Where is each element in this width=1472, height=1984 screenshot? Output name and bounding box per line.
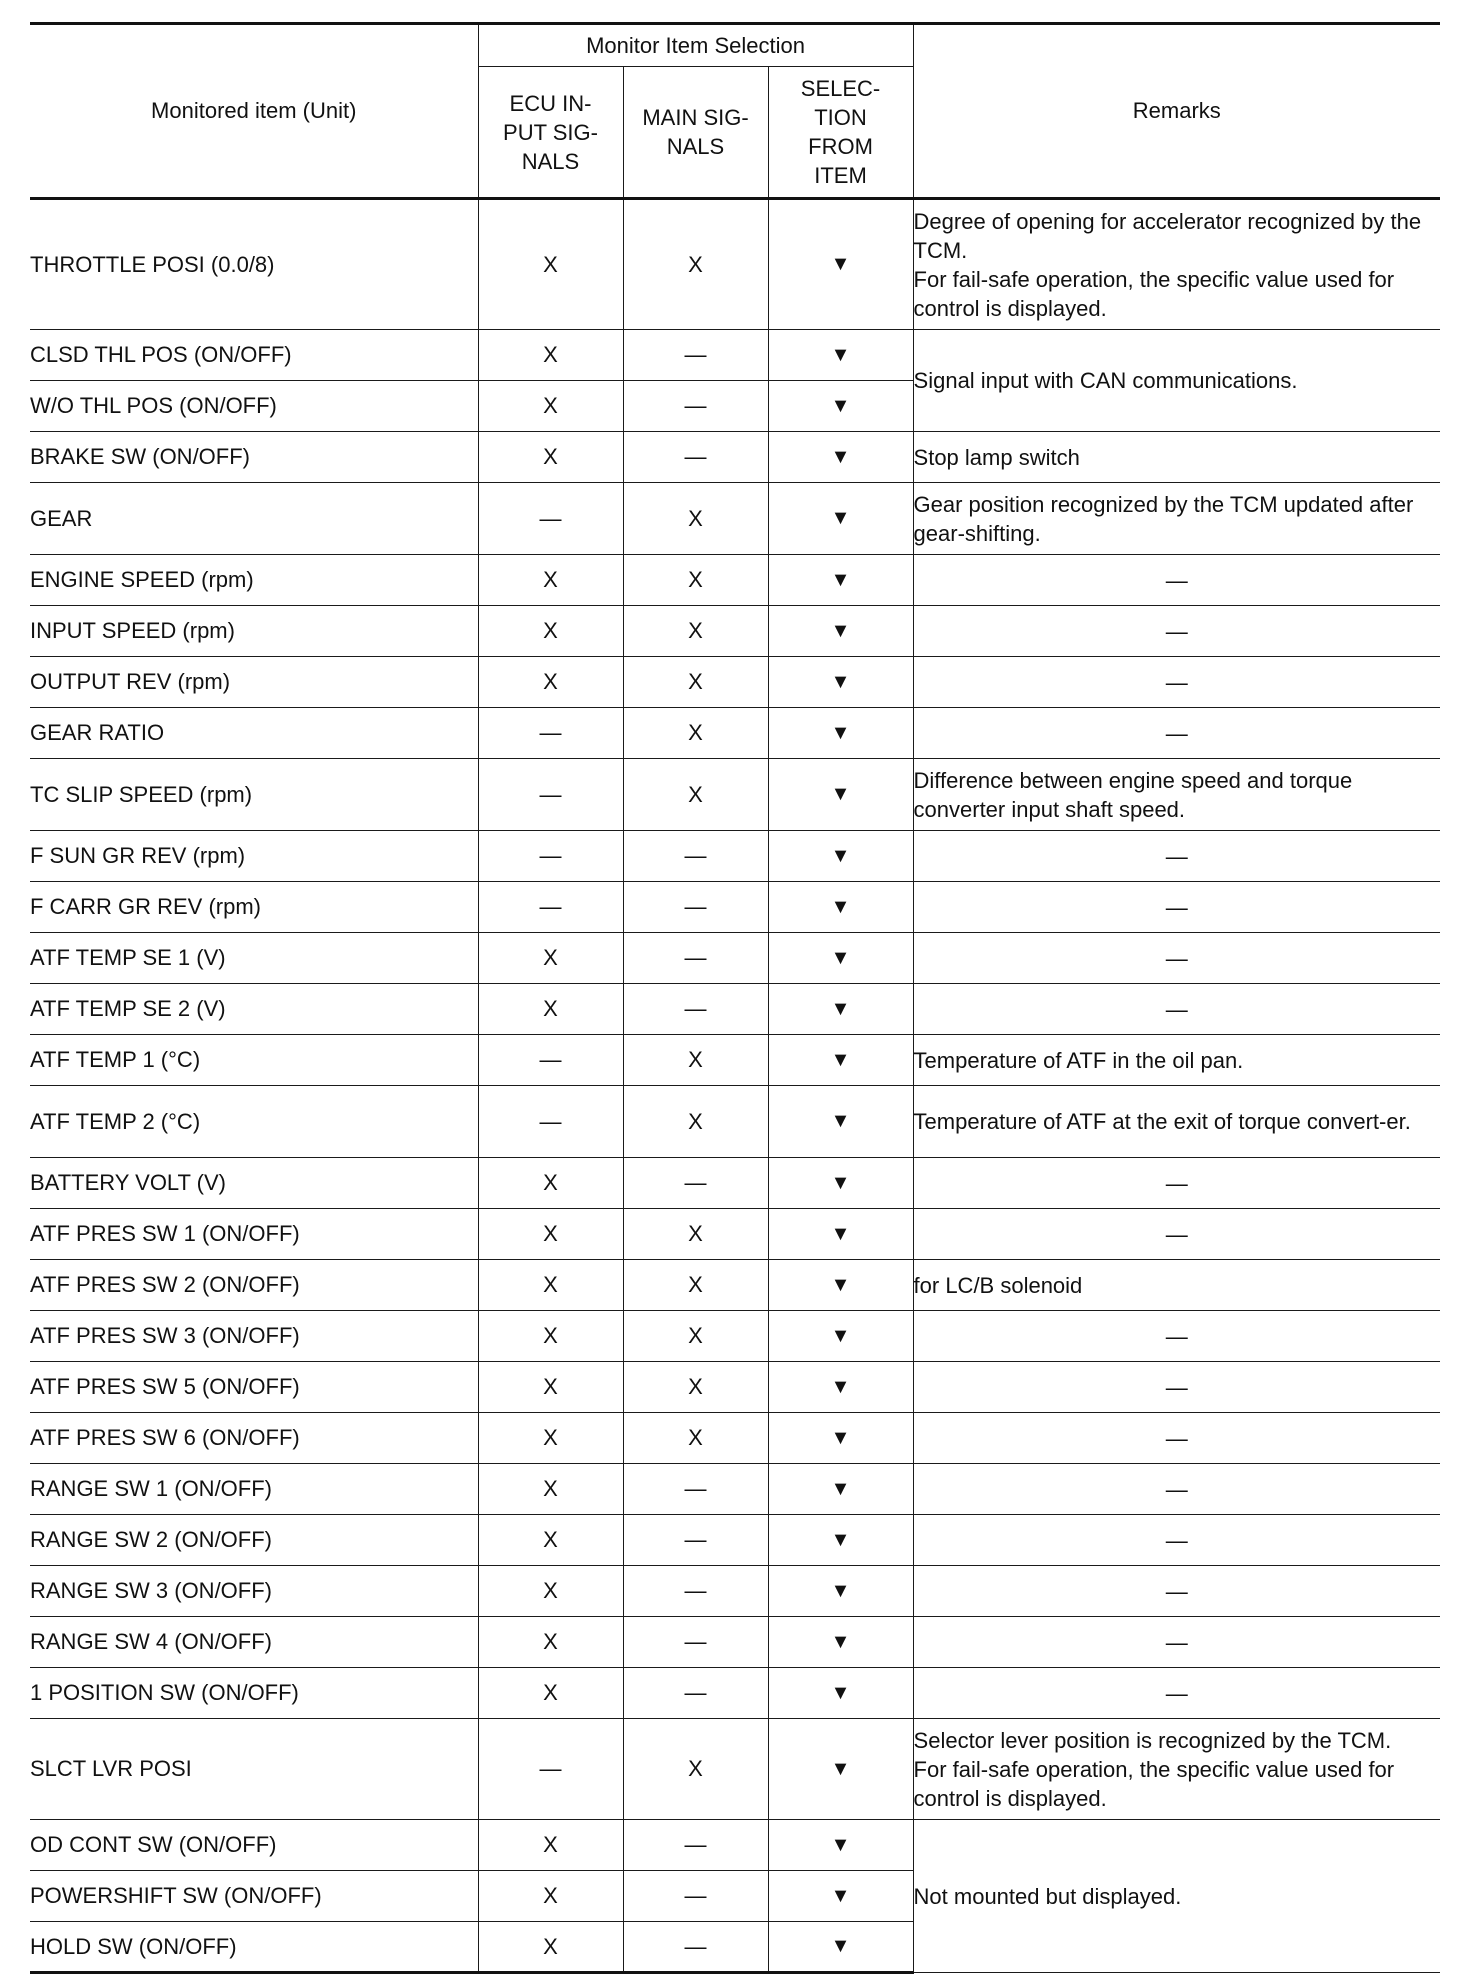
monitored-item: POWERSHIFT SW (ON/OFF) xyxy=(30,1871,478,1922)
monitored-item: CLSD THL POS (ON/OFF) xyxy=(30,330,478,381)
table-row xyxy=(30,1515,1440,1566)
ecu-input-mark: X xyxy=(478,1158,623,1209)
remark: Signal input with CAN communications. xyxy=(913,330,1440,432)
selection-mark-icon: ▼ xyxy=(768,1515,913,1566)
selection-mark-icon: ▼ xyxy=(768,1668,913,1719)
main-signal-mark: — xyxy=(623,1820,768,1871)
selection-mark-icon: ▼ xyxy=(768,381,913,432)
selection-mark-icon: ▼ xyxy=(768,1871,913,1922)
table-row xyxy=(30,606,1440,657)
selection-mark-icon: ▼ xyxy=(768,1464,913,1515)
remark: — xyxy=(913,933,1440,984)
ecu-input-mark: X xyxy=(478,1820,623,1871)
remark: Degree of opening for accelerator recognized by the TCM. For fail-safe operation, the specific value used for control is displayed. xyxy=(913,199,1440,330)
main-signal-mark: X xyxy=(623,1086,768,1158)
remark: — xyxy=(913,1413,1440,1464)
selection-mark-icon: ▼ xyxy=(768,1086,913,1158)
remark: Stop lamp switch xyxy=(913,432,1440,483)
table-row xyxy=(30,432,1440,483)
remark: Difference between engine speed and torque converter input shaft speed. xyxy=(913,759,1440,831)
main-signal-mark: X xyxy=(623,1260,768,1311)
main-signal-mark: X xyxy=(623,1311,768,1362)
main-signal-mark: X xyxy=(623,1209,768,1260)
table-row xyxy=(30,708,1440,759)
monitored-item: ATF TEMP SE 2 (V) xyxy=(30,984,478,1035)
main-signal-mark: — xyxy=(623,1922,768,1973)
main-signal-mark: X xyxy=(623,657,768,708)
remark: — xyxy=(913,1566,1440,1617)
monitored-item: W/O THL POS (ON/OFF) xyxy=(30,381,478,432)
ecu-input-mark: — xyxy=(478,483,623,555)
remark: — xyxy=(913,1209,1440,1260)
selection-mark-icon: ▼ xyxy=(768,984,913,1035)
main-signal-mark: X xyxy=(623,1413,768,1464)
table-row xyxy=(30,1719,1440,1820)
table-row xyxy=(30,1413,1440,1464)
table-row xyxy=(30,1464,1440,1515)
table-row xyxy=(30,933,1440,984)
selection-mark-icon: ▼ xyxy=(768,1566,913,1617)
selection-mark-icon: ▼ xyxy=(768,1617,913,1668)
selection-mark-icon: ▼ xyxy=(768,330,913,381)
main-signal-mark: — xyxy=(623,1158,768,1209)
ecu-input-mark: X xyxy=(478,984,623,1035)
remark: — xyxy=(913,1158,1440,1209)
ecu-input-mark: X xyxy=(478,330,623,381)
table-row xyxy=(30,831,1440,882)
ecu-input-mark: X xyxy=(478,606,623,657)
header-remarks: Remarks xyxy=(913,24,1440,199)
remark: — xyxy=(913,1464,1440,1515)
ecu-input-mark: X xyxy=(478,1617,623,1668)
main-signal-mark: X xyxy=(623,1035,768,1086)
ecu-input-mark: X xyxy=(478,1311,623,1362)
ecu-input-mark: — xyxy=(478,1035,623,1086)
selection-mark-icon: ▼ xyxy=(768,555,913,606)
main-signal-mark: X xyxy=(623,708,768,759)
monitored-item: ATF TEMP 2 (°C) xyxy=(30,1086,478,1158)
main-signal-mark: X xyxy=(623,1362,768,1413)
ecu-input-mark: X xyxy=(478,1209,623,1260)
selection-mark-icon: ▼ xyxy=(768,1413,913,1464)
selection-mark-icon: ▼ xyxy=(768,483,913,555)
ecu-input-mark: X xyxy=(478,381,623,432)
monitored-item: ATF PRES SW 1 (ON/OFF) xyxy=(30,1209,478,1260)
table-row xyxy=(30,1086,1440,1158)
remark: for LC/B solenoid xyxy=(913,1260,1440,1311)
remark: Selector lever position is recognized by the TCM. For fail-safe operation, the specific value used for control is displayed. xyxy=(913,1719,1440,1820)
table-row xyxy=(30,555,1440,606)
remark: — xyxy=(913,555,1440,606)
remark: — xyxy=(913,1617,1440,1668)
ecu-input-mark: X xyxy=(478,1922,623,1973)
table-row xyxy=(30,1260,1440,1311)
monitored-item: OUTPUT REV (rpm) xyxy=(30,657,478,708)
remark: — xyxy=(913,1362,1440,1413)
monitored-item: BATTERY VOLT (V) xyxy=(30,1158,478,1209)
main-signal-mark: — xyxy=(623,1871,768,1922)
remark: — xyxy=(913,984,1440,1035)
table-row xyxy=(30,984,1440,1035)
table-row xyxy=(30,657,1440,708)
ecu-input-mark: X xyxy=(478,1464,623,1515)
ecu-input-mark: X xyxy=(478,1668,623,1719)
table-row xyxy=(30,759,1440,831)
selection-mark-icon: ▼ xyxy=(768,199,913,330)
selection-mark-icon: ▼ xyxy=(768,1209,913,1260)
remark: — xyxy=(913,882,1440,933)
selection-mark-icon: ▼ xyxy=(768,1260,913,1311)
selection-mark-icon: ▼ xyxy=(768,933,913,984)
monitored-item: F SUN GR REV (rpm) xyxy=(30,831,478,882)
ecu-input-mark: — xyxy=(478,1719,623,1820)
ecu-input-mark: X xyxy=(478,1362,623,1413)
main-signal-mark: — xyxy=(623,1668,768,1719)
header-main-signals: MAIN SIG- NALS xyxy=(623,67,768,199)
monitored-item: INPUT SPEED (rpm) xyxy=(30,606,478,657)
remark: — xyxy=(913,708,1440,759)
ecu-input-mark: X xyxy=(478,657,623,708)
main-signal-mark: X xyxy=(623,606,768,657)
selection-mark-icon: ▼ xyxy=(768,1158,913,1209)
selection-mark-icon: ▼ xyxy=(768,708,913,759)
selection-mark-icon: ▼ xyxy=(768,759,913,831)
main-signal-mark: — xyxy=(623,381,768,432)
table-row xyxy=(30,1035,1440,1086)
ecu-input-mark: — xyxy=(478,1086,623,1158)
monitored-item: GEAR xyxy=(30,483,478,555)
ecu-input-mark: X xyxy=(478,1260,623,1311)
remark: — xyxy=(913,1668,1440,1719)
selection-mark-icon: ▼ xyxy=(768,1035,913,1086)
table-row xyxy=(30,1668,1440,1719)
selection-mark-icon: ▼ xyxy=(768,1719,913,1820)
main-signal-mark: X xyxy=(623,1719,768,1820)
monitored-item: ATF TEMP 1 (°C) xyxy=(30,1035,478,1086)
table-row xyxy=(30,330,1440,381)
main-signal-mark: — xyxy=(623,984,768,1035)
selection-mark-icon: ▼ xyxy=(768,1362,913,1413)
main-signal-mark: — xyxy=(623,933,768,984)
main-signal-mark: X xyxy=(623,199,768,330)
selection-mark-icon: ▼ xyxy=(768,606,913,657)
header-selection-from-item: SELEC- TION FROM ITEM xyxy=(768,67,913,199)
ecu-input-mark: X xyxy=(478,432,623,483)
monitored-item: RANGE SW 3 (ON/OFF) xyxy=(30,1566,478,1617)
table-row xyxy=(30,1617,1440,1668)
header-monitored-item: Monitored item (Unit) xyxy=(30,24,478,199)
monitor-item-table xyxy=(30,22,1440,1974)
main-signal-mark: X xyxy=(623,759,768,831)
ecu-input-mark: X xyxy=(478,1413,623,1464)
main-signal-mark: X xyxy=(623,483,768,555)
ecu-input-mark: X xyxy=(478,1871,623,1922)
monitored-item: HOLD SW (ON/OFF) xyxy=(30,1922,478,1973)
remark: Gear position recognized by the TCM updated after gear-shifting. xyxy=(913,483,1440,555)
table-row xyxy=(30,483,1440,555)
selection-mark-icon: ▼ xyxy=(768,831,913,882)
monitored-item: ATF PRES SW 3 (ON/OFF) xyxy=(30,1311,478,1362)
selection-mark-icon: ▼ xyxy=(768,882,913,933)
main-signal-mark: — xyxy=(623,1617,768,1668)
remark: Temperature of ATF at the exit of torque convert-er. xyxy=(913,1086,1440,1158)
remark: — xyxy=(913,606,1440,657)
monitored-item: ATF TEMP SE 1 (V) xyxy=(30,933,478,984)
remark: — xyxy=(913,1515,1440,1566)
monitored-item: GEAR RATIO xyxy=(30,708,478,759)
monitored-item: ATF PRES SW 5 (ON/OFF) xyxy=(30,1362,478,1413)
main-signal-mark: — xyxy=(623,432,768,483)
ecu-input-mark: — xyxy=(478,882,623,933)
remark: Temperature of ATF in the oil pan. xyxy=(913,1035,1440,1086)
remark: — xyxy=(913,1311,1440,1362)
selection-mark-icon: ▼ xyxy=(768,1820,913,1871)
monitored-item: ATF PRES SW 6 (ON/OFF) xyxy=(30,1413,478,1464)
selection-mark-icon: ▼ xyxy=(768,432,913,483)
selection-mark-icon: ▼ xyxy=(768,657,913,708)
ecu-input-mark: X xyxy=(478,555,623,606)
main-signal-mark: — xyxy=(623,1515,768,1566)
table-row xyxy=(30,1820,1440,1871)
monitored-item: TC SLIP SPEED (rpm) xyxy=(30,759,478,831)
monitored-item: RANGE SW 4 (ON/OFF) xyxy=(30,1617,478,1668)
main-signal-mark: — xyxy=(623,831,768,882)
ecu-input-mark: — xyxy=(478,708,623,759)
ecu-input-mark: X xyxy=(478,933,623,984)
remark: — xyxy=(913,831,1440,882)
header-monitor-item-selection: Monitor Item Selection xyxy=(478,24,913,67)
table-row xyxy=(30,1158,1440,1209)
monitored-item: RANGE SW 1 (ON/OFF) xyxy=(30,1464,478,1515)
ecu-input-mark: X xyxy=(478,1515,623,1566)
monitored-item: OD CONT SW (ON/OFF) xyxy=(30,1820,478,1871)
table-row xyxy=(30,1311,1440,1362)
ecu-input-mark: X xyxy=(478,199,623,330)
monitored-item: BRAKE SW (ON/OFF) xyxy=(30,432,478,483)
remark: Not mounted but displayed. xyxy=(913,1820,1440,1973)
table-row xyxy=(30,1209,1440,1260)
monitored-item: 1 POSITION SW (ON/OFF) xyxy=(30,1668,478,1719)
table-row xyxy=(30,1362,1440,1413)
header-ecu-input-signals: ECU IN- PUT SIG- NALS xyxy=(478,67,623,199)
monitored-item: RANGE SW 2 (ON/OFF) xyxy=(30,1515,478,1566)
main-signal-mark: — xyxy=(623,1566,768,1617)
monitored-item: SLCT LVR POSI xyxy=(30,1719,478,1820)
table-row xyxy=(30,882,1440,933)
main-signal-mark: — xyxy=(623,1464,768,1515)
monitored-item: ATF PRES SW 2 (ON/OFF) xyxy=(30,1260,478,1311)
main-signal-mark: X xyxy=(623,555,768,606)
table-row xyxy=(30,1566,1440,1617)
monitored-item: F CARR GR REV (rpm) xyxy=(30,882,478,933)
selection-mark-icon: ▼ xyxy=(768,1922,913,1973)
table-row xyxy=(30,199,1440,330)
main-signal-mark: — xyxy=(623,882,768,933)
monitored-item: ENGINE SPEED (rpm) xyxy=(30,555,478,606)
selection-mark-icon: ▼ xyxy=(768,1311,913,1362)
main-signal-mark: — xyxy=(623,330,768,381)
ecu-input-mark: — xyxy=(478,831,623,882)
ecu-input-mark: X xyxy=(478,1566,623,1617)
ecu-input-mark: — xyxy=(478,759,623,831)
monitored-item: THROTTLE POSI (0.0/8) xyxy=(30,199,478,330)
remark: — xyxy=(913,657,1440,708)
